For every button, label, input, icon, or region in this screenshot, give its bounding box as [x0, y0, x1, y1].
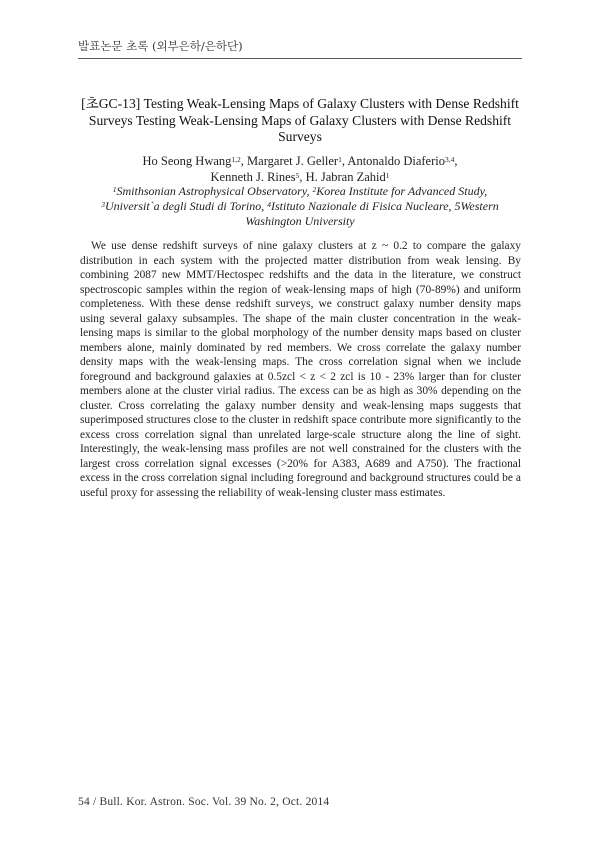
author: H. Jabran Zahid$^1$ [305, 170, 390, 184]
author: Ho Seong Hwang$^{1,2}$, [142, 154, 248, 168]
author-list [80, 153, 520, 185]
paper-title: [초GC-13] Testing Weak-Lensing Maps of Galaxy Clusters with Dense Redshift Surveys Testing Weak-Lensing Maps of Galaxy Clusters with Dense Redshift Surveys [81, 96, 519, 144]
affiliation: $^2$Korea Institute for Advanced Study, [312, 184, 488, 198]
affiliation: $^3$Universit`a degli Studi di Torino, [101, 198, 268, 213]
affiliation: $^1$Smithsonian Astrophysical Observatory, [112, 184, 313, 198]
author: Kenneth J. Rines$^5$, [210, 170, 306, 184]
page-footer: 54 / Bull. Kor. Astron. Soc. Vol. 39 No. 2, Oct. 2014 [78, 796, 330, 808]
abstract-body: We use dense redshift surveys of nine galaxy clusters at z ~ 0.2 to compare the galaxy distribution in each system with the projected matter distribution from weak lensing. By combining 2087 new MMT/Hectospec redshifts and the data in the literature, we construct spectroscopic samples within the region of weak-lensing maps of high (70-89%) and uniform completeness. With these dense redshift surveys, we construct galaxy number density maps using several galaxy subsamples. The shape of the main cluster concentration in the weak-lensing maps is similar to the global morphology of the number density maps based on cluster members alone, mainly dominated by red members. We cross correlate the galaxy number density maps with the weak-lensing maps. The cross correlation signal when we include foreground and background galaxies at 0.5zcl < z < 2 zcl is 10 - 23% larger than for cluster members alone at the cluster virial radius. The excess can be as high as 30% depending on the cluster. Cross correlating the galaxy number density and weak-lensing maps suggests that superimposed structures close to the cluster in redshift space contribute more significantly to the excess cross correlation signal than unrelated large-scale structure along the line of sight. Interestingly, the weak-lensing mass profiles are not well constrained for the clusters with the largest cross correlation signal excesses (>20% for A383, A689 and A750). The fractional excess in the cross correlation signal including foreground and background structures could be a useful proxy for assessing the reliability of weak-lensing cluster mass estimates. [80, 240, 521, 499]
author: Antonaldo Diaferio$^{3,4}$, [347, 154, 458, 168]
affiliation-list [80, 184, 520, 228]
author: Margaret J. Geller$^1$, [247, 154, 348, 168]
affiliation: $^4$Istituto Nazionale di Fisica Nucleare, 5Western Washington University [245, 198, 499, 228]
running-header: 발표논문 초록 (외부은하/은하단) [78, 39, 243, 53]
header-divider [78, 58, 522, 59]
